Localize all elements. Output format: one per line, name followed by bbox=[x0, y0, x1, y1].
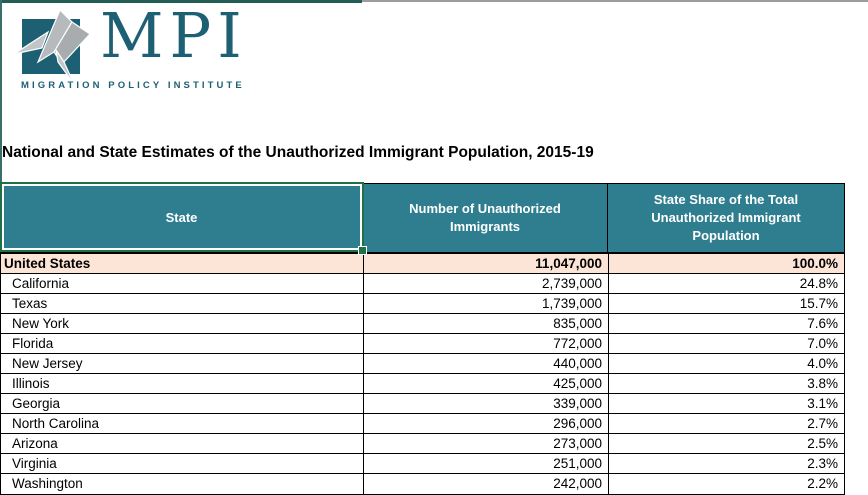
mpi-logo-acronym: MPI bbox=[100, 0, 248, 72]
table-row bbox=[1, 334, 844, 354]
state-cell[interactable]: Virginia bbox=[12, 456, 57, 471]
state-cell[interactable]: Texas bbox=[12, 296, 48, 311]
share-cell[interactable]: 7.0% bbox=[608, 334, 844, 353]
share-cell[interactable]: 24.8% bbox=[608, 274, 844, 293]
table-row bbox=[1, 314, 844, 334]
share-cell[interactable]: 3.8% bbox=[608, 374, 844, 393]
state-cell[interactable]: Illinois bbox=[12, 376, 50, 391]
number-cell[interactable]: 251,000 bbox=[363, 454, 608, 473]
mpi-logo-icon bbox=[14, 8, 106, 88]
table-row bbox=[1, 254, 844, 274]
share-cell[interactable]: 2.5% bbox=[608, 434, 844, 453]
state-cell[interactable]: New York bbox=[12, 316, 70, 331]
table-row bbox=[1, 454, 844, 474]
selection-fill-handle[interactable] bbox=[358, 246, 367, 255]
mpi-logo-wordmark: MIGRATION POLICY INSTITUTE bbox=[21, 80, 245, 91]
table-row bbox=[1, 474, 844, 494]
state-cell[interactable]: New Jersey bbox=[12, 356, 83, 371]
number-cell[interactable]: 425,000 bbox=[363, 374, 608, 393]
number-cell[interactable]: 273,000 bbox=[363, 434, 608, 453]
number-cell[interactable]: 242,000 bbox=[363, 474, 608, 494]
table-body bbox=[1, 254, 844, 494]
state-cell[interactable]: Arizona bbox=[12, 436, 58, 451]
state-cell[interactable]: Washington bbox=[12, 476, 83, 491]
header-cell-number[interactable]: Number of Unauthorized Immigrants bbox=[363, 184, 608, 252]
share-cell[interactable]: 2.3% bbox=[608, 454, 844, 473]
share-cell[interactable]: 7.6% bbox=[608, 314, 844, 333]
header-cell-state[interactable]: State bbox=[1, 184, 363, 252]
immigrant-population-table bbox=[0, 183, 845, 495]
table-row bbox=[1, 434, 844, 454]
header-cell-share[interactable]: State Share of the Total Unauthorized Immigrant Population bbox=[651, 191, 801, 244]
share-cell[interactable]: 2.2% bbox=[608, 474, 844, 494]
number-cell[interactable]: 339,000 bbox=[363, 394, 608, 413]
table-row bbox=[1, 394, 844, 414]
page-title: National and State Estimates of the Unauthorized Immigrant Population, 2015-19 bbox=[2, 144, 594, 161]
table-row bbox=[1, 354, 844, 374]
number-cell[interactable]: 1,739,000 bbox=[363, 294, 608, 313]
table-row bbox=[1, 374, 844, 394]
number-cell[interactable]: 835,000 bbox=[363, 314, 608, 333]
number-cell[interactable]: 296,000 bbox=[363, 414, 608, 433]
number-cell[interactable]: 2,739,000 bbox=[363, 274, 608, 293]
state-cell[interactable]: Florida bbox=[12, 336, 54, 351]
table-row bbox=[1, 294, 844, 314]
mpi-logo bbox=[14, 0, 294, 101]
number-cell[interactable]: 440,000 bbox=[363, 354, 608, 373]
table-header-row bbox=[1, 184, 844, 254]
number-cell[interactable]: 11,047,000 bbox=[363, 254, 608, 273]
table-row bbox=[1, 274, 844, 294]
share-cell[interactable]: 4.0% bbox=[608, 354, 844, 373]
state-cell[interactable]: North Carolina bbox=[12, 416, 100, 431]
number-cell[interactable]: 772,000 bbox=[363, 334, 608, 353]
share-cell[interactable]: 3.1% bbox=[608, 394, 844, 413]
top-edge-gray-divider bbox=[362, 0, 868, 2]
share-cell[interactable]: 2.7% bbox=[608, 414, 844, 433]
share-cell[interactable]: 15.7% bbox=[608, 294, 844, 313]
state-cell[interactable]: United States bbox=[4, 256, 91, 271]
table-row bbox=[1, 414, 844, 434]
state-cell[interactable]: Georgia bbox=[12, 396, 61, 411]
state-cell[interactable]: California bbox=[12, 276, 70, 291]
share-cell[interactable]: 100.0% bbox=[608, 254, 844, 273]
